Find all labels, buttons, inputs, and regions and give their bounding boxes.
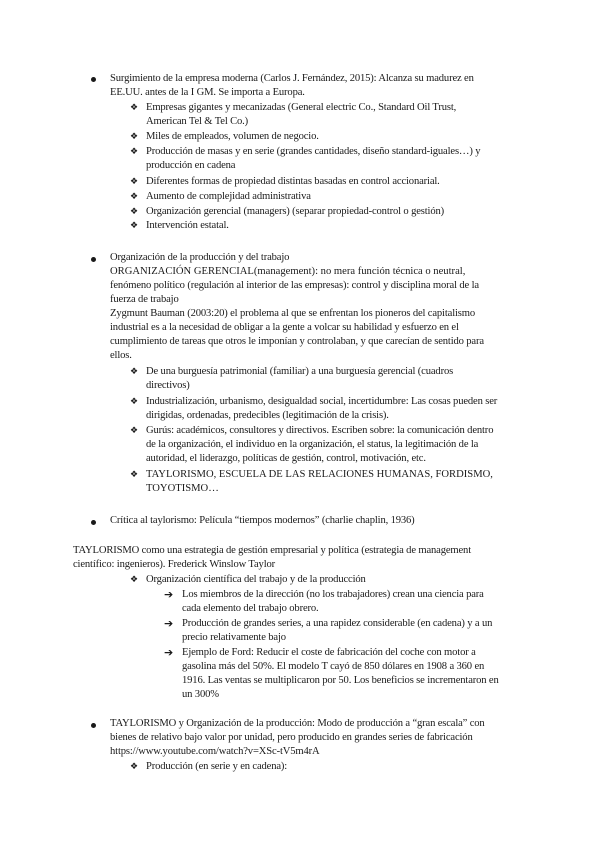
list-item: TOYOTISMO…: [146, 483, 219, 494]
text-line: ORGANIZACIÓN GERENCIAL(management): no mera función técnica o neutral,: [110, 266, 466, 277]
text-line: Organización de la producción y del trabajo: [110, 252, 290, 263]
text-line: científico: ingenieros). Frederick Winslow Taylor: [73, 559, 276, 570]
diamond-bullet-icon: ❖: [130, 103, 139, 113]
diamond-bullet-icon: ❖: [130, 367, 139, 377]
diamond-bullet-icon: ❖: [130, 397, 139, 407]
list-item: American Tel & Tel Co.): [146, 116, 249, 127]
sub-list-item: un 300%: [182, 689, 219, 700]
diamond-bullet-icon: ❖: [130, 575, 139, 585]
youtube-link[interactable]: https://www.youtube.com/watch?v=XSc-tV5m4rA: [110, 746, 320, 757]
text-line: Surgimiento de la empresa moderna (Carlos J. Fernández, 2015): Alcanza su madurez en: [110, 73, 474, 84]
sub-list-item: Los miembros de la dirección (no los trabajadores) crean una ciencia para: [182, 589, 484, 600]
text-line: TAYLORISMO como una estrategia de gestión empresarial y política (estrategia de management: [73, 545, 471, 556]
diamond-bullet-icon: ❖: [130, 426, 139, 436]
diamond-bullet-icon: ❖: [130, 221, 139, 231]
list-item: Producción de masas y en serie (grandes cantidades, diseño standard-iguales…) y: [146, 146, 481, 157]
sub-list-item: gasolina más del 50%. El modelo T cayó de 850 dólares en 1908 a 360 en: [182, 661, 485, 672]
list-item: Miles de empleados, volumen de negocio.: [146, 131, 319, 142]
list-item: Intervención estatal.: [146, 220, 229, 231]
text-line: TAYLORISMO y Organización de la producción: Modo de producción a “gran escala” con: [110, 718, 485, 729]
sub-list-item: precio relativamente bajo: [182, 632, 286, 643]
bullet-icon: [91, 723, 96, 728]
bullet-icon: [91, 257, 96, 262]
sub-list-item: Producción de grandes series, a una rapidez considerable (en cadena) y a un: [182, 618, 493, 629]
sub-list-item: cada elemento del trabajo obrero.: [182, 603, 319, 614]
text-line: Zygmunt Bauman (2003:20) el problema al que se enfrentan los pioneros del capitalismo: [110, 308, 475, 319]
list-item: Producción (en serie y en cadena):: [146, 761, 288, 772]
list-item: TAYLORISMO, ESCUELA DE LAS RELACIONES HUMANAS, FORDISMO,: [146, 469, 493, 480]
text-line: bienes de relativo bajo valor por unidad, pero producido en grandes series de fabricación: [110, 732, 473, 743]
diamond-bullet-icon: ❖: [130, 177, 139, 187]
list-item: producción en cadena: [146, 160, 236, 171]
text-line: EE.UU. antes de la I GM. Se importa a Europa.: [110, 87, 305, 98]
list-item: dirigidas, ordenadas, predecibles (legitimación de la crisis).: [146, 410, 389, 421]
arrow-right-icon: ➔: [164, 588, 174, 601]
diamond-bullet-icon: ❖: [130, 762, 139, 772]
list-item: Organización gerencial (managers) (separar propiedad-control o gestión): [146, 206, 445, 217]
list-item: Gurús: académicos, consultores y directivos. Escriben sobre: la comunicación dentro: [146, 425, 494, 436]
list-item: Industrialización, urbanismo, desigualdad social, incertidumbre: Las cosas pueden ser: [146, 396, 498, 407]
arrow-right-icon: ➔: [164, 617, 174, 630]
list-item: autoridad, el liderazgo, políticas de gestión, control, motivación, etc.: [146, 453, 426, 464]
bullet-icon: [91, 520, 96, 525]
text-line: fenómeno político (regulación al interior de las empresas): control y disciplina moral de la: [110, 280, 479, 291]
list-item: Aumento de complejidad administrativa: [146, 191, 311, 202]
list-item: De una burguesía patrimonial (familiar) a una burguesía gerencial (cuadros: [146, 366, 454, 377]
list-item: Empresas gigantes y mecanizadas (General electric Co., Standard Oil Trust,: [146, 102, 457, 113]
text-line: industrial es a la necesidad de obligar a la gente a volcar su habilidad y esfuerzo en el: [110, 322, 459, 333]
sub-list-item: 1916. Las ventas se multiplicaron por 50. Los beneficios se incrementaron en: [182, 675, 499, 686]
list-item: Diferentes formas de propiedad distintas basadas en control accionarial.: [146, 176, 440, 187]
list-item: de la organización, el individuo en la organización, el status, la legitimación de la: [146, 439, 479, 450]
list-item: Organización científica del trabajo y de la producción: [146, 574, 366, 585]
text-line: Crítica al taylorismo: Película “tiempos modernos” (charlie chaplin, 1936): [110, 515, 415, 526]
diamond-bullet-icon: ❖: [130, 207, 139, 217]
text-line: fuerza de trabajo: [110, 294, 179, 305]
arrow-right-icon: ➔: [164, 646, 174, 659]
diamond-bullet-icon: ❖: [130, 192, 139, 202]
diamond-bullet-icon: ❖: [130, 470, 139, 480]
diamond-bullet-icon: ❖: [130, 132, 139, 142]
list-item: directivos): [146, 380, 190, 391]
bullet-icon: [91, 77, 96, 82]
text-line: cumplimiento de tareas que otros le imponían y controlaban, y que carecían de sentido para: [110, 336, 484, 347]
text-line: ellos.: [110, 350, 132, 361]
diamond-bullet-icon: ❖: [130, 147, 139, 157]
sub-list-item: Ejemplo de Ford: Reducir el coste de fabricación del coche con motor a: [182, 647, 476, 658]
